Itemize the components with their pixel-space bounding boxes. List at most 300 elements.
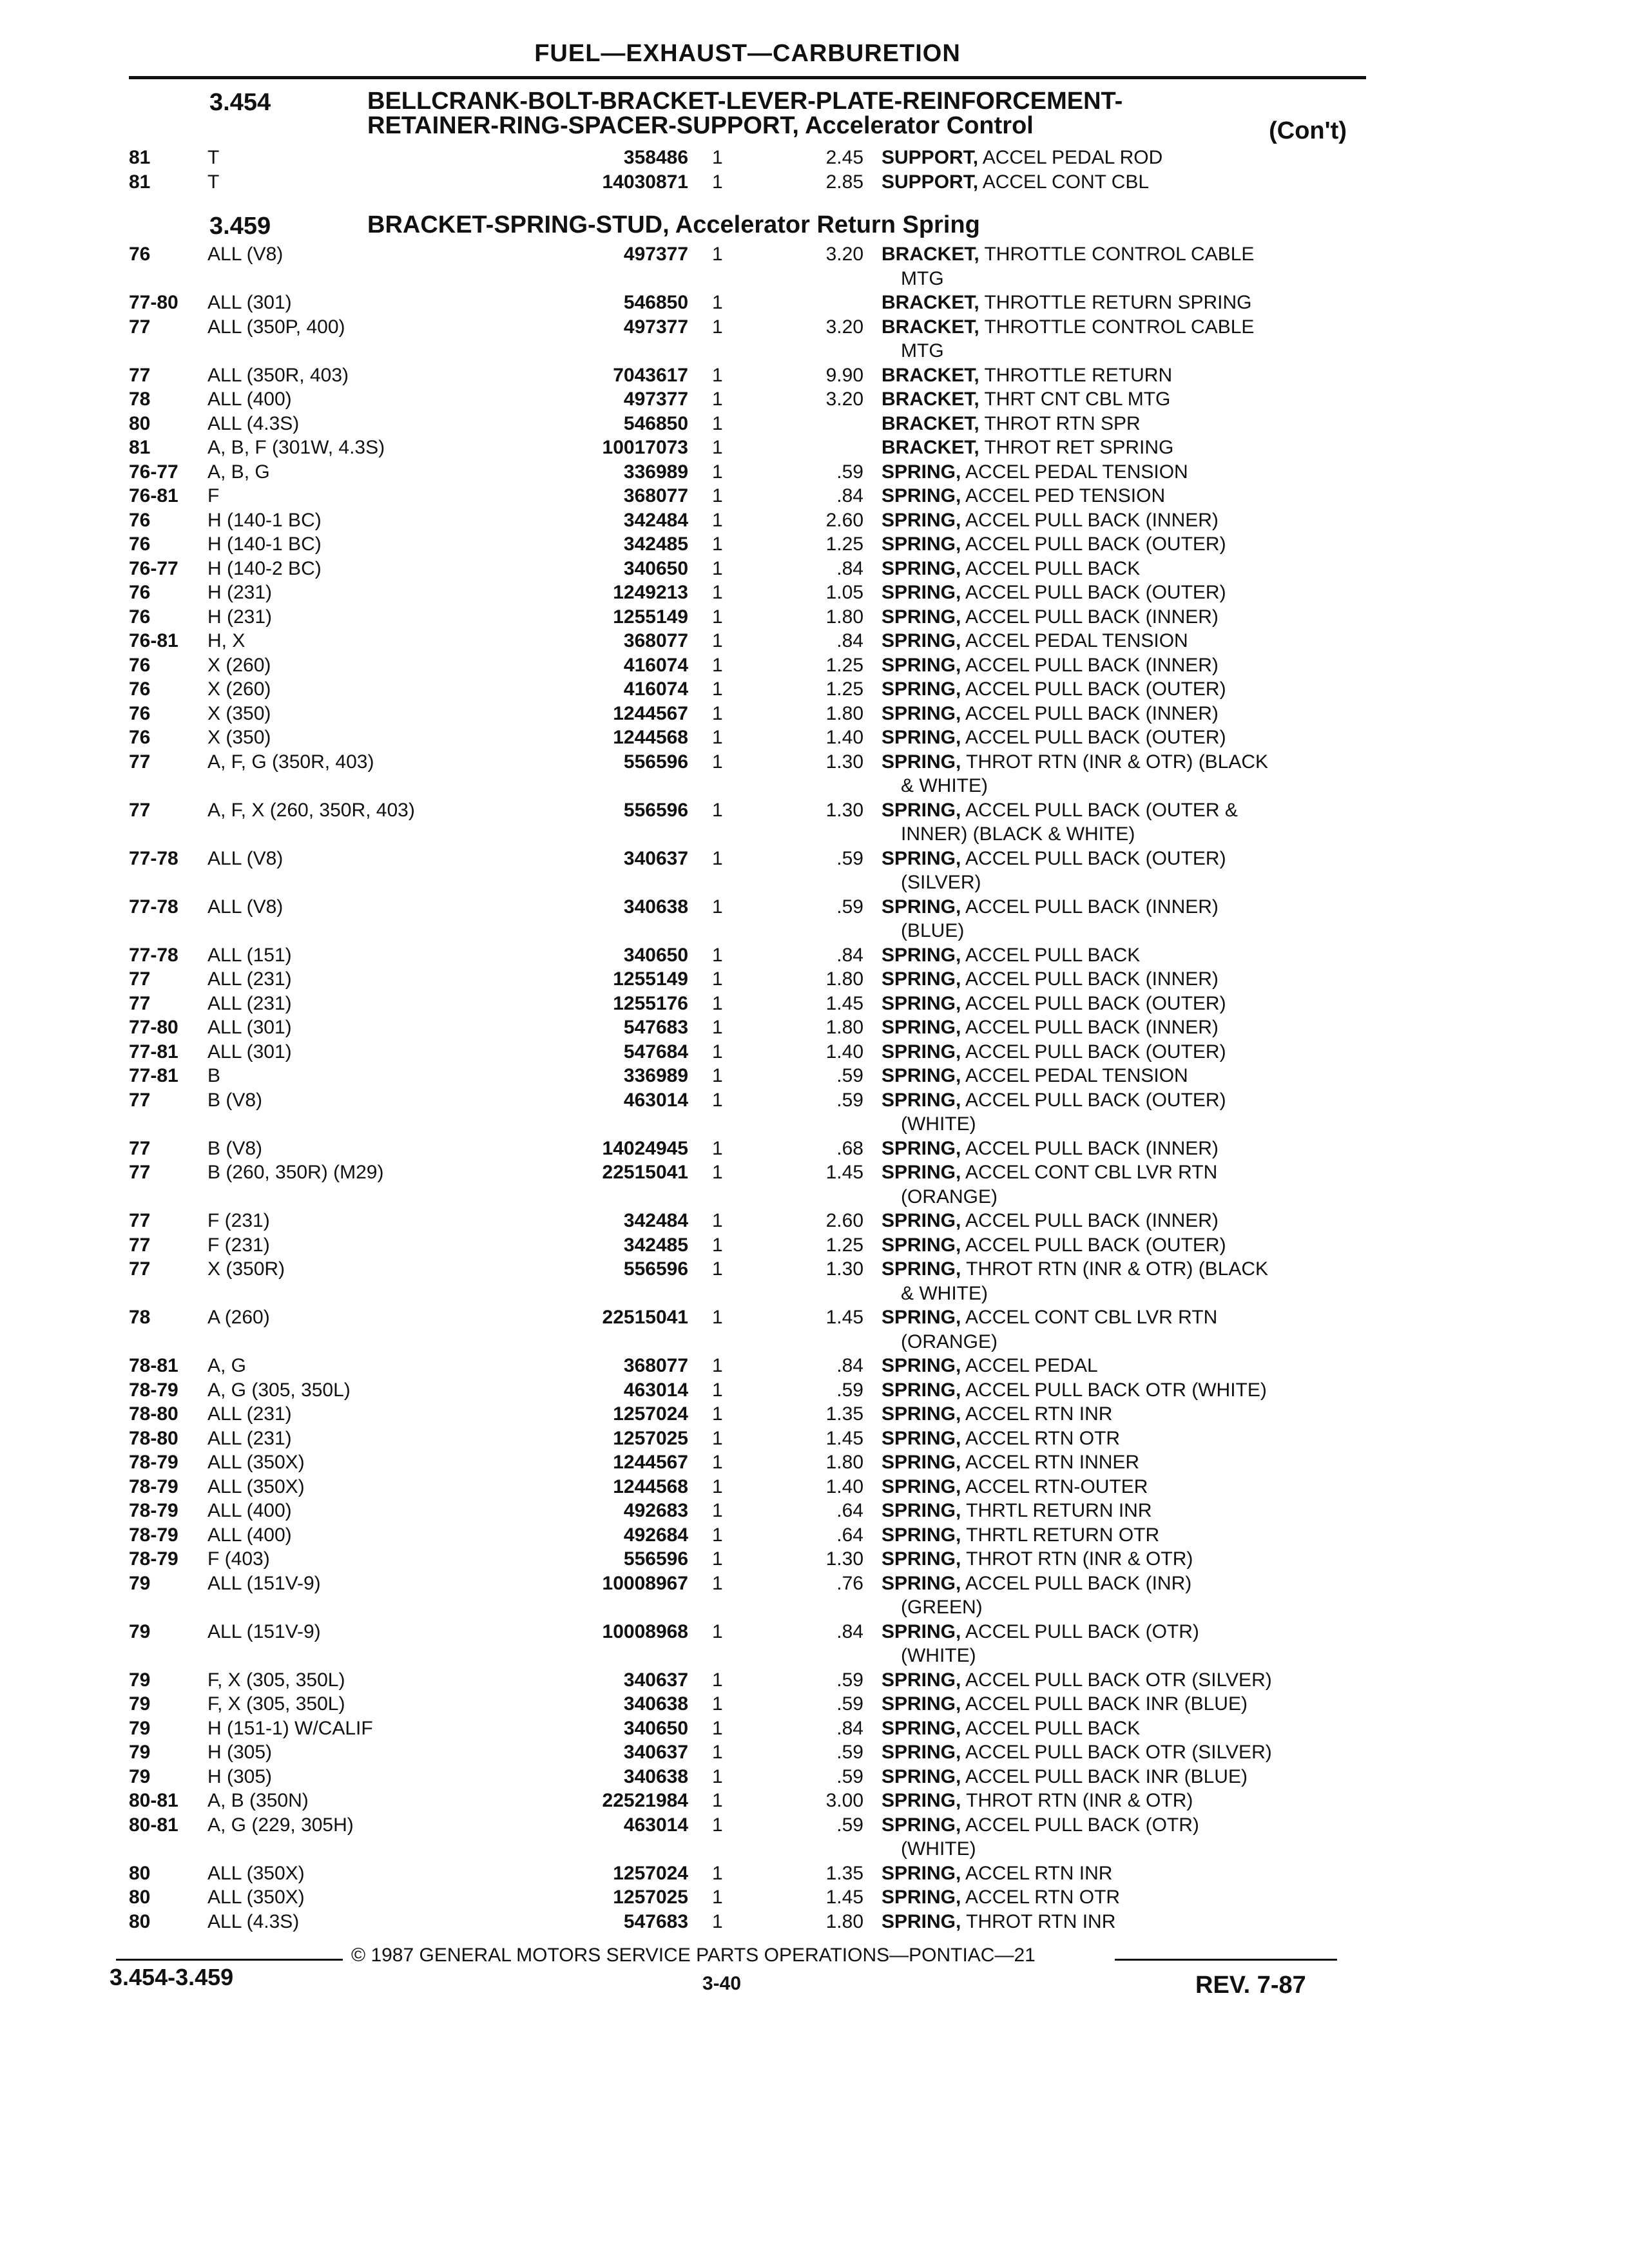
quantity-cell: 1 — [712, 582, 723, 603]
model-cell: ALL (231) — [207, 1403, 292, 1425]
quantity-cell: 1 — [712, 1017, 723, 1038]
model-cell: X (260) — [207, 654, 271, 676]
description-text: ACCEL PULL BACK (OUTER) — [961, 992, 1226, 1014]
section-title-line: RETAINER-RING-SPACER-SUPPORT, Accelerator Control — [367, 112, 1034, 139]
year-cell: 77-80 — [129, 1017, 178, 1038]
description-continuation: (GREEN) — [901, 1597, 983, 1618]
quantity-cell: 1 — [712, 1089, 723, 1111]
part-number-cell: 416074 — [623, 678, 688, 700]
description-cell — [882, 437, 1371, 459]
table-row — [129, 896, 1366, 922]
model-cell: ALL (4.3S) — [207, 1910, 300, 1932]
table-row — [129, 485, 1366, 511]
price-cell: 1.40 — [825, 727, 863, 748]
price-cell: 1.05 — [825, 582, 863, 603]
quantity-cell: 1 — [712, 1403, 723, 1425]
description-label: BRACKET, — [882, 292, 979, 313]
description-cell — [882, 1693, 1371, 1715]
part-number-cell: 556596 — [623, 799, 688, 821]
description-cell — [882, 1090, 1371, 1111]
model-cell: F, X (305, 350L) — [207, 1669, 345, 1691]
price-cell: 1.25 — [825, 654, 863, 676]
quantity-cell: 1 — [712, 1065, 723, 1086]
description-cell — [882, 461, 1371, 483]
description-cell — [882, 703, 1371, 725]
quantity-cell: 1 — [712, 1620, 723, 1642]
description-text: THROT RTN SPR — [979, 412, 1141, 434]
description-text: ACCEL PULL BACK (OUTER & — [961, 799, 1238, 821]
description-label: SPRING, — [882, 1065, 961, 1086]
description-label: SPRING, — [882, 485, 961, 506]
description-text: ACCEL PULL BACK (OUTER) — [961, 678, 1226, 700]
price-cell: 2.60 — [825, 1210, 863, 1231]
description-text: ACCEL PULL BACK — [961, 557, 1141, 579]
description-text: THROTTLE RETURN — [979, 364, 1173, 386]
description-text: ACCEL PULL BACK (INNER) — [961, 654, 1219, 676]
description-text: ACCEL PULL BACK (INNER) — [961, 509, 1219, 531]
table-row — [129, 1210, 1366, 1236]
quantity-cell: 1 — [712, 1572, 723, 1594]
description-label: BRACKET, — [882, 389, 979, 410]
description-cell — [882, 1235, 1371, 1256]
year-cell: 78-80 — [129, 1427, 178, 1449]
year-cell: 77 — [129, 364, 151, 386]
description-cell — [882, 1355, 1371, 1377]
price-cell: 3.20 — [825, 244, 863, 265]
description-label: SPRING, — [882, 896, 961, 918]
page-title: FUEL—EXHAUST—CARBURETION — [534, 40, 961, 67]
table-row — [129, 751, 1366, 777]
description-text: ACCEL PULL BACK (OUTER) — [961, 533, 1226, 555]
description-label: SPRING, — [882, 1234, 961, 1256]
description-cell — [882, 171, 1371, 193]
description-label: SPRING, — [882, 1717, 961, 1739]
year-cell: 79 — [129, 1620, 151, 1642]
table-row — [129, 1863, 1366, 1888]
description-text: ACCEL PULL BACK — [961, 1717, 1141, 1739]
section-number: 3.454 — [209, 89, 271, 116]
description-cell — [882, 1138, 1371, 1160]
description-cell — [882, 485, 1371, 507]
description-text: THROT RTN (INR & OTR) (BLACK — [961, 751, 1269, 773]
model-cell: H (305) — [207, 1765, 273, 1787]
quantity-cell: 1 — [712, 847, 723, 869]
section-title: BRACKET-SPRING-STUD, Accelerator Return Spring — [367, 211, 980, 238]
description-continuation: MTG — [901, 267, 944, 289]
description-label: SPRING, — [882, 1887, 961, 1908]
model-cell: ALL (151V-9) — [207, 1572, 321, 1594]
part-number-cell: 1244567 — [613, 702, 688, 724]
description-text: ACCEL PULL BACK (INNER) — [961, 702, 1219, 724]
model-cell: A, B (350N) — [207, 1790, 309, 1811]
price-cell: 1.80 — [825, 1452, 863, 1473]
description-label: SPRING, — [882, 1355, 961, 1376]
model-cell: ALL (151) — [207, 944, 292, 966]
year-cell: 79 — [129, 1693, 151, 1715]
model-cell: A, G (229, 305H) — [207, 1814, 354, 1836]
quantity-cell: 1 — [712, 654, 723, 676]
description-label: BRACKET, — [882, 244, 979, 265]
description-text: ACCEL PULL BACK (OTR) — [961, 1814, 1199, 1836]
model-cell: H (231) — [207, 606, 273, 628]
table-row — [129, 1573, 1366, 1599]
model-cell: ALL (301) — [207, 1017, 292, 1038]
table-row — [129, 413, 1366, 439]
description-text: ACCEL PULL BACK (INNER) — [961, 896, 1219, 918]
part-number-cell: 368077 — [623, 485, 688, 506]
description-cell — [882, 1452, 1371, 1474]
model-cell: A, B, G — [207, 461, 270, 483]
quantity-cell: 1 — [712, 1742, 723, 1763]
year-cell: 78-79 — [129, 1475, 178, 1497]
quantity-cell: 1 — [712, 1887, 723, 1908]
description-label: SPRING, — [882, 1089, 961, 1111]
price-cell: 1.35 — [825, 1403, 863, 1425]
price-cell: .84 — [836, 1717, 863, 1739]
part-number-cell: 14030871 — [602, 171, 688, 193]
description-label: SPRING, — [882, 630, 961, 651]
year-cell: 81 — [129, 171, 151, 193]
quantity-cell: 1 — [712, 292, 723, 313]
description-label: SPRING, — [882, 799, 961, 821]
quantity-cell: 1 — [712, 1693, 723, 1715]
description-label: SPRING, — [882, 1524, 961, 1546]
quantity-cell: 1 — [712, 606, 723, 628]
part-number-cell: 340637 — [623, 1669, 688, 1691]
model-cell: H (231) — [207, 582, 273, 603]
part-number-cell: 416074 — [623, 654, 688, 676]
part-number-cell: 1257024 — [613, 1403, 688, 1425]
description-label: SPRING, — [882, 944, 961, 966]
description-text: ACCEL PULL BACK (INNER) — [961, 606, 1219, 628]
description-cell — [882, 1210, 1371, 1232]
year-cell: 79 — [129, 1717, 151, 1739]
model-cell: F (231) — [207, 1210, 270, 1231]
quantity-cell: 1 — [712, 1765, 723, 1787]
description-text: THROT RTN (INR & OTR) — [961, 1790, 1193, 1811]
part-number-cell: 547684 — [623, 1041, 688, 1062]
year-cell: 80-81 — [129, 1814, 178, 1836]
model-cell: H (140-2 BC) — [207, 557, 322, 579]
part-number-cell: 340638 — [623, 896, 688, 918]
description-label: SPRING, — [882, 582, 961, 603]
table-row — [129, 606, 1366, 632]
price-cell: 1.45 — [825, 1162, 863, 1183]
price-cell: .59 — [836, 1765, 863, 1787]
table-row — [129, 1235, 1366, 1260]
description-text: ACCEL PULL BACK (INR) — [961, 1572, 1192, 1594]
price-cell: 1.45 — [825, 1307, 863, 1328]
table-row — [129, 461, 1366, 487]
part-number-cell: 1255149 — [613, 606, 688, 628]
table-row — [129, 968, 1366, 994]
price-cell: 1.30 — [825, 751, 863, 773]
description-cell — [882, 945, 1371, 966]
description-label: SPRING, — [882, 1572, 961, 1594]
year-cell: 77-78 — [129, 896, 178, 918]
quantity-cell: 1 — [712, 751, 723, 773]
description-cell — [882, 1573, 1371, 1595]
model-cell: ALL (350X) — [207, 1452, 305, 1473]
footer-rule — [1115, 1959, 1337, 1961]
price-cell: .84 — [836, 944, 863, 966]
part-number-cell: 340637 — [623, 1742, 688, 1763]
quantity-cell: 1 — [712, 412, 723, 434]
model-cell: H (151-1) W/CALIF — [207, 1717, 373, 1739]
price-cell: 1.30 — [825, 799, 863, 821]
price-cell: 9.90 — [825, 364, 863, 386]
table-row — [129, 1790, 1366, 1816]
description-cell — [882, 1017, 1371, 1039]
quantity-cell: 1 — [712, 1524, 723, 1546]
description-cell — [882, 1742, 1371, 1763]
year-cell: 79 — [129, 1572, 151, 1594]
year-cell: 77-80 — [129, 292, 178, 313]
part-number-cell: 368077 — [623, 630, 688, 651]
price-cell: .59 — [836, 896, 863, 918]
section-title — [367, 89, 1123, 138]
description-label: SPRING, — [882, 992, 961, 1014]
part-number-cell: 1244567 — [613, 1452, 688, 1473]
model-cell: X (350) — [207, 702, 271, 724]
year-cell: 76 — [129, 582, 151, 603]
year-cell: 80 — [129, 412, 151, 434]
description-cell — [882, 751, 1371, 773]
price-cell: 1.30 — [825, 1548, 863, 1570]
description-cell — [882, 630, 1371, 652]
description-label: SPRING, — [882, 1693, 961, 1715]
quantity-cell: 1 — [712, 944, 723, 966]
footer-rule — [116, 1959, 343, 1961]
table-row — [129, 800, 1366, 825]
description-cell — [882, 1428, 1371, 1450]
quantity-cell: 1 — [712, 1500, 723, 1521]
table-row — [129, 1500, 1366, 1526]
quantity-cell: 1 — [712, 1814, 723, 1836]
description-cell — [882, 1162, 1371, 1184]
description-label: BRACKET, — [882, 437, 979, 458]
quantity-cell: 1 — [712, 509, 723, 531]
footer-section-range: 3.454-3.459 — [110, 1964, 234, 1990]
year-cell: 76-77 — [129, 461, 178, 483]
part-number-cell: 547683 — [623, 1910, 688, 1932]
description-text: ACCEL PEDAL — [961, 1355, 1098, 1376]
price-cell: .64 — [836, 1524, 863, 1546]
footer-revision: REV. 7-87 — [1195, 1972, 1306, 1999]
description-text: ACCEL RTN OTR — [961, 1427, 1121, 1449]
description-label: SPRING, — [882, 1452, 961, 1473]
description-cell — [882, 365, 1371, 387]
quantity-cell: 1 — [712, 1862, 723, 1884]
model-cell: ALL (301) — [207, 1041, 292, 1062]
quantity-cell: 1 — [712, 968, 723, 990]
price-cell: .59 — [836, 1669, 863, 1691]
price-cell: 2.45 — [825, 147, 863, 168]
model-cell: A, F, X (260, 350R, 403) — [207, 799, 415, 821]
quantity-cell: 1 — [712, 1452, 723, 1473]
year-cell: 76 — [129, 678, 151, 700]
description-cell — [882, 558, 1371, 580]
price-cell: 1.25 — [825, 678, 863, 700]
description-continuation: INNER) (BLACK & WHITE) — [901, 823, 1135, 845]
price-cell: .59 — [836, 1089, 863, 1111]
year-cell: 78-79 — [129, 1379, 178, 1401]
description-cell — [882, 1790, 1371, 1812]
year-cell: 76-77 — [129, 557, 178, 579]
price-cell: 1.80 — [825, 1017, 863, 1038]
model-cell: ALL (350X) — [207, 1887, 305, 1908]
model-cell: A, G — [207, 1355, 247, 1376]
table-row — [129, 1911, 1366, 1937]
description-cell — [882, 1379, 1371, 1401]
quantity-cell: 1 — [712, 533, 723, 555]
table-row-continuation — [129, 1113, 1366, 1139]
part-number-cell: 336989 — [623, 1065, 688, 1086]
year-cell: 79 — [129, 1669, 151, 1691]
description-cell — [882, 316, 1371, 338]
quantity-cell: 1 — [712, 364, 723, 386]
quantity-cell: 1 — [712, 727, 723, 748]
footer-copyright: © 1987 GENERAL MOTORS SERVICE PARTS OPERATIONS—PONTIAC—21 — [351, 1945, 1036, 1966]
price-cell: 1.35 — [825, 1862, 863, 1884]
model-cell: H (140-1 BC) — [207, 509, 322, 531]
quantity-cell: 1 — [712, 485, 723, 506]
description-label: SPRING, — [882, 1307, 961, 1328]
description-label: SPRING, — [882, 1403, 961, 1425]
table-row — [129, 582, 1366, 608]
description-label: SPRING, — [882, 654, 961, 676]
table-row — [129, 510, 1366, 535]
description-text: ACCEL PULL BACK (INNER) — [961, 1137, 1219, 1159]
description-label: SPRING, — [882, 557, 961, 579]
quantity-cell: 1 — [712, 1307, 723, 1328]
year-cell: 77 — [129, 968, 151, 990]
part-number-cell: 7043617 — [613, 364, 688, 386]
description-label: SPRING, — [882, 1041, 961, 1062]
price-cell: 1.40 — [825, 1041, 863, 1062]
description-label: SPRING, — [882, 509, 961, 531]
description-text: THROTTLE CONTROL CABLE — [979, 244, 1255, 265]
year-cell: 76-81 — [129, 485, 178, 506]
quantity-cell: 1 — [712, 1041, 723, 1062]
part-number-cell: 556596 — [623, 751, 688, 773]
quantity-cell: 1 — [712, 244, 723, 265]
model-cell: ALL (400) — [207, 1524, 292, 1546]
description-cell — [882, 147, 1371, 169]
quantity-cell: 1 — [712, 1379, 723, 1401]
part-number-cell: 463014 — [623, 1379, 688, 1401]
description-text: ACCEL RTN INR — [961, 1403, 1113, 1425]
description-text: ACCEL PULL BACK (INNER) — [961, 1017, 1219, 1038]
part-number-cell: 497377 — [623, 389, 688, 410]
table-row — [129, 292, 1366, 318]
description-cell — [882, 1621, 1371, 1643]
description-label: SPRING, — [882, 1258, 961, 1280]
year-cell: 77-81 — [129, 1041, 178, 1062]
year-cell: 77 — [129, 1210, 151, 1231]
description-label: SPRING, — [882, 1814, 961, 1836]
table-row — [129, 727, 1366, 753]
year-cell: 80 — [129, 1887, 151, 1908]
section-title-line: BELLCRANK-BOLT-BRACKET-LEVER-PLATE-REINFORCEMENT- — [367, 88, 1123, 115]
table-row-continuation — [129, 775, 1366, 801]
description-label: SUPPORT, — [882, 171, 979, 193]
part-number-cell: 22515041 — [602, 1162, 688, 1183]
table-row — [129, 1065, 1366, 1091]
model-cell: H, X — [207, 630, 246, 651]
model-cell: ALL (V8) — [207, 244, 284, 265]
description-cell — [882, 1476, 1371, 1498]
price-cell: 1.80 — [825, 1910, 863, 1932]
year-cell: 77-78 — [129, 847, 178, 869]
year-cell: 77 — [129, 1089, 151, 1111]
description-cell — [882, 1669, 1371, 1691]
part-number-cell: 22515041 — [602, 1307, 688, 1328]
description-text: ACCEL PULL BACK (OUTER) — [961, 847, 1226, 869]
description-label: SPRING, — [882, 847, 961, 869]
year-cell: 81 — [129, 437, 151, 458]
description-cell — [882, 413, 1371, 435]
description-cell — [882, 968, 1371, 990]
quantity-cell: 1 — [712, 1162, 723, 1183]
description-label: BRACKET, — [882, 412, 979, 434]
quantity-cell: 1 — [712, 896, 723, 918]
part-number-cell: 556596 — [623, 1258, 688, 1280]
table-row — [129, 316, 1366, 342]
model-cell: ALL (301) — [207, 292, 292, 313]
quantity-cell: 1 — [712, 389, 723, 410]
price-cell: 1.25 — [825, 1234, 863, 1256]
description-continuation: MTG — [901, 340, 944, 361]
part-number-cell: 368077 — [623, 1355, 688, 1376]
description-cell — [882, 1524, 1371, 1546]
description-text: ACCEL PULL BACK (OUTER) — [961, 582, 1226, 603]
description-label: SPRING, — [882, 1017, 961, 1038]
year-cell: 77-78 — [129, 944, 178, 966]
description-label: SPRING, — [882, 461, 961, 483]
quantity-cell: 1 — [712, 316, 723, 338]
table-row-continuation — [129, 872, 1366, 898]
year-cell: 80 — [129, 1862, 151, 1884]
quantity-cell: 1 — [712, 1790, 723, 1811]
description-label: BRACKET, — [882, 364, 979, 386]
description-label: SPRING, — [882, 1475, 961, 1497]
description-text: THROT RTN (INR & OTR) (BLACK — [961, 1258, 1269, 1280]
model-cell: X (260) — [207, 678, 271, 700]
price-cell: 1.45 — [825, 1887, 863, 1908]
part-number-cell: 10017073 — [602, 437, 688, 458]
model-cell: B (V8) — [207, 1137, 263, 1159]
description-cell — [882, 1887, 1371, 1908]
model-cell: ALL (151V-9) — [207, 1620, 321, 1642]
description-cell — [882, 1403, 1371, 1425]
description-text: ACCEL PEDAL TENSION — [961, 461, 1188, 483]
description-cell — [882, 1065, 1371, 1087]
description-label: BRACKET, — [882, 316, 979, 338]
part-number-cell: 22521984 — [602, 1790, 688, 1811]
description-cell — [882, 1814, 1371, 1836]
price-cell: 1.80 — [825, 702, 863, 724]
price-cell: 1.40 — [825, 1475, 863, 1497]
part-number-cell: 1244568 — [613, 727, 688, 748]
table-row — [129, 389, 1366, 414]
price-cell: .84 — [836, 630, 863, 651]
description-text: ACCEL PEDAL ROD — [978, 147, 1163, 168]
description-cell — [882, 896, 1371, 918]
description-continuation: (BLUE) — [901, 920, 965, 941]
description-label: SPRING, — [882, 1137, 961, 1159]
year-cell: 78-79 — [129, 1524, 178, 1546]
